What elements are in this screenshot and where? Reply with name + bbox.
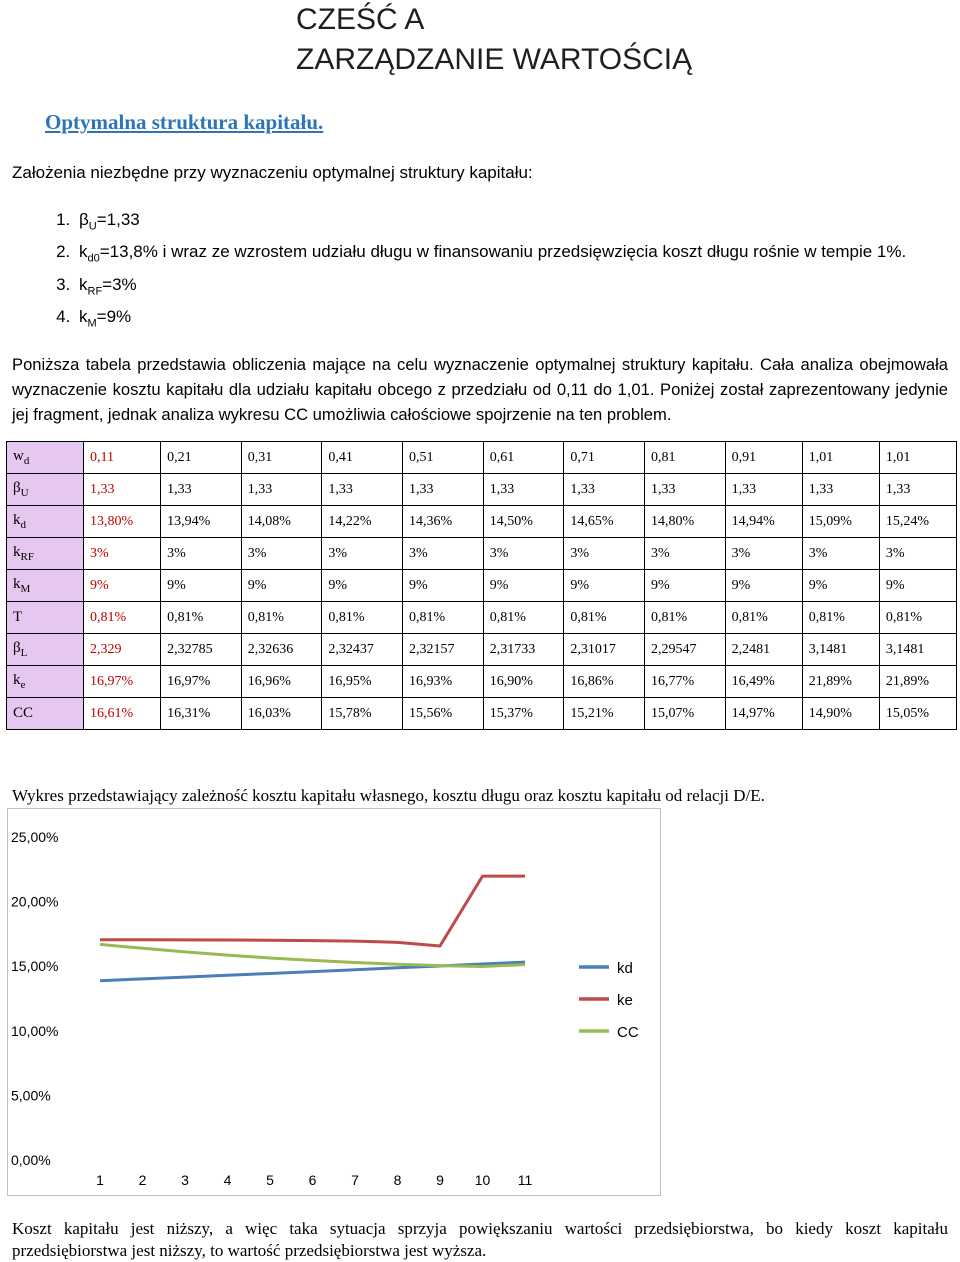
- series-line-ke: [100, 876, 525, 946]
- table-cell: 3%: [645, 538, 726, 570]
- table-cell: 3%: [725, 538, 802, 570]
- row-header: $k_M$: [7, 570, 84, 602]
- table-cell: 0,81%: [241, 602, 322, 634]
- x-tick-label: 11: [517, 1172, 533, 1188]
- y-tick-label: 5,00%: [11, 1087, 51, 1104]
- table-cell: 14,22%: [322, 506, 403, 538]
- table-cell: 9%: [564, 570, 645, 602]
- table-cell: 2,29547: [645, 634, 726, 666]
- row-header: $k_{RF}$: [7, 538, 84, 570]
- assumptions-intro: Założenia niezbędne przy wyznaczeniu optymalnej struktury kapitału:: [12, 163, 533, 182]
- y-tick-label: 15,00%: [11, 958, 59, 975]
- table-cell: 14,50%: [483, 506, 564, 538]
- list-item: 4. $k_M=9\%$: [75, 304, 955, 336]
- table-row: [7, 506, 957, 538]
- table-cell: 14,90%: [802, 698, 879, 730]
- table-cell: 15,78%: [322, 698, 403, 730]
- table-cell: 0,71: [564, 442, 645, 474]
- table-cell: 14,94%: [725, 506, 802, 538]
- calculation-table: [6, 441, 957, 730]
- table-row: [7, 474, 957, 506]
- chart-intro: Wykres przedstawiający zależność kosztu kapitału własnego, kosztu długu oraz kosztu kapitału od relacji D/E.: [12, 786, 765, 805]
- table-cell: 0,61: [483, 442, 564, 474]
- table-cell: 0,81%: [645, 602, 726, 634]
- x-tick-label: 1: [96, 1172, 104, 1188]
- table-cell: 0,81%: [84, 602, 161, 634]
- table-cell: 1,33: [725, 474, 802, 506]
- table-cell: 21,89%: [879, 666, 956, 698]
- table-cell: 2,32785: [161, 634, 242, 666]
- table-cell: 3%: [241, 538, 322, 570]
- table-cell: 14,08%: [241, 506, 322, 538]
- table-cell: 15,07%: [645, 698, 726, 730]
- table-cell: 3,1481: [879, 634, 956, 666]
- x-tick-label: 10: [474, 1172, 491, 1188]
- table-cell: 16,97%: [84, 666, 161, 698]
- legend-label-ke: ke: [617, 992, 633, 1009]
- table-cell: 16,90%: [483, 666, 564, 698]
- table-cell: 1,33: [564, 474, 645, 506]
- assumptions-list: [12, 207, 955, 337]
- y-tick-label: 20,00%: [11, 893, 59, 910]
- list-item: 2. $k_{d0}=13,8\%$ i wraz ze wzrostem udziału długu w finansowaniu przedsięwzięcia koszt długu rośnie w tempie 1%.: [75, 239, 955, 271]
- table-cell: 21,89%: [802, 666, 879, 698]
- table-cell: 0,81%: [802, 602, 879, 634]
- table-cell: 15,09%: [802, 506, 879, 538]
- table-cell: 0,81%: [161, 602, 242, 634]
- table-cell: 2,32157: [403, 634, 484, 666]
- table-cell: 0,81%: [879, 602, 956, 634]
- table-cell: 3%: [84, 538, 161, 570]
- table-cell: 16,03%: [241, 698, 322, 730]
- table-cell: 1,33: [161, 474, 242, 506]
- table-cell: 16,61%: [84, 698, 161, 730]
- table-cell: 16,49%: [725, 666, 802, 698]
- table-row: [7, 538, 957, 570]
- table-row: [7, 442, 957, 474]
- table-cell: 14,97%: [725, 698, 802, 730]
- table-cell: 9%: [645, 570, 726, 602]
- table-row: [7, 666, 957, 698]
- table-row: [7, 698, 957, 730]
- y-tick-label: 25,00%: [11, 829, 59, 845]
- table-cell: 1,01: [879, 442, 956, 474]
- table-cell: 9%: [725, 570, 802, 602]
- legend-label-CC: CC: [617, 1024, 639, 1041]
- table-cell: 9%: [84, 570, 161, 602]
- table-cell: 1,33: [483, 474, 564, 506]
- page-title: [296, 0, 692, 80]
- table-cell: 3%: [322, 538, 403, 570]
- table-cell: 9%: [403, 570, 484, 602]
- table-cell: 2,31733: [483, 634, 564, 666]
- table-cell: 2,31017: [564, 634, 645, 666]
- table-cell: 3%: [483, 538, 564, 570]
- table-cell: 15,56%: [403, 698, 484, 730]
- y-tick-label: 10,00%: [11, 1022, 59, 1039]
- line-chart: [7, 808, 661, 1196]
- conclusion-paragraph: Koszt kapitału jest niższy, a więc taka sytuacja sprzyja powiększaniu wartości przedsiębiorstwa, bo kiedy koszt kapitału przedsiębiorstwa jest niższy, to wartość przedsiębiorstwa jest wyższa.: [12, 1219, 948, 1260]
- x-tick-label: 9: [436, 1172, 444, 1188]
- table-cell: 3%: [879, 538, 956, 570]
- x-tick-label: 4: [223, 1172, 232, 1188]
- table-cell: 9%: [241, 570, 322, 602]
- table-cell: 16,86%: [564, 666, 645, 698]
- table-cell: 15,21%: [564, 698, 645, 730]
- table-cell: 9%: [879, 570, 956, 602]
- table-cell: 1,33: [879, 474, 956, 506]
- table-cell: 16,97%: [161, 666, 242, 698]
- table-cell: 13,94%: [161, 506, 242, 538]
- table-cell: 15,37%: [483, 698, 564, 730]
- table-cell: 14,80%: [645, 506, 726, 538]
- table-cell: 16,77%: [645, 666, 726, 698]
- table-cell: 9%: [802, 570, 879, 602]
- table-row: [7, 602, 957, 634]
- row-header: $w_d$: [7, 442, 84, 474]
- table-cell: 14,65%: [564, 506, 645, 538]
- y-tick-label: 0,00%: [11, 1152, 51, 1168]
- table-cell: 3%: [403, 538, 484, 570]
- table-cell: 3%: [564, 538, 645, 570]
- row-header: $\beta_U$: [7, 474, 84, 506]
- table-cell: 0,81%: [725, 602, 802, 634]
- row-header: T: [7, 602, 84, 634]
- table-cell: 15,24%: [879, 506, 956, 538]
- series-line-CC: [100, 944, 525, 966]
- table-cell: 0,81%: [564, 602, 645, 634]
- title-line-2: ZARZĄDZANIE WARTOŚCIĄ: [296, 43, 693, 76]
- x-tick-label: 6: [308, 1172, 317, 1188]
- table-cell: 2,32636: [241, 634, 322, 666]
- table-cell: 1,33: [241, 474, 322, 506]
- legend-label-kd: kd: [617, 960, 633, 977]
- table-cell: 0,81%: [483, 602, 564, 634]
- table-row: [7, 570, 957, 602]
- table-cell: 0,11: [84, 442, 161, 474]
- table-cell: 1,01: [802, 442, 879, 474]
- description-paragraph: Poniższa tabela przedstawia obliczenia mające na celu wyznaczenie optymalnej struktury kapitału. Cała analiza obejmowała wyznaczenie kosztu kapitału dla udziału kapitału obcego z przedziału od 0,11 do 1,01. Poniżej został zaprezentowany jedynie jej fragment, jednak analiza wykresu CC umożliwia całościowe spojrzenie na ten problem.: [12, 355, 948, 424]
- row-header: $k_d$: [7, 506, 84, 538]
- list-item: 3. $k_{RF}=3\%$: [75, 272, 955, 304]
- table-cell: 9%: [161, 570, 242, 602]
- table-cell: 0,81: [645, 442, 726, 474]
- table-cell: 16,31%: [161, 698, 242, 730]
- row-header: CC: [7, 698, 84, 730]
- table-cell: 1,33: [84, 474, 161, 506]
- table-cell: 2,32437: [322, 634, 403, 666]
- table-row: [7, 634, 957, 666]
- table-cell: 0,21: [161, 442, 242, 474]
- x-tick-label: 7: [351, 1172, 359, 1188]
- row-header: $k_e$: [7, 666, 84, 698]
- table-cell: 0,91: [725, 442, 802, 474]
- table-cell: 0,31: [241, 442, 322, 474]
- title-line-1: CZEŚĆ A: [296, 3, 425, 36]
- table-cell: 13,80%: [84, 506, 161, 538]
- table-cell: 16,95%: [322, 666, 403, 698]
- x-tick-label: 2: [138, 1172, 147, 1188]
- table-cell: 9%: [483, 570, 564, 602]
- table-cell: 0,81%: [403, 602, 484, 634]
- table-cell: 3%: [161, 538, 242, 570]
- table-cell: 14,36%: [403, 506, 484, 538]
- table-cell: 1,33: [322, 474, 403, 506]
- x-tick-label: 8: [393, 1172, 402, 1188]
- table-cell: 1,33: [645, 474, 726, 506]
- x-tick-label: 5: [266, 1172, 274, 1188]
- row-header: $\beta_L$: [7, 634, 84, 666]
- table-cell: 16,96%: [241, 666, 322, 698]
- table-cell: 2,2481: [725, 634, 802, 666]
- table-cell: 2,329: [84, 634, 161, 666]
- table-cell: 0,41: [322, 442, 403, 474]
- table-cell: 0,81%: [322, 602, 403, 634]
- table-cell: 0,51: [403, 442, 484, 474]
- table-cell: 9%: [322, 570, 403, 602]
- table-cell: 3,1481: [802, 634, 879, 666]
- x-tick-label: 3: [181, 1172, 189, 1188]
- table-cell: 1,33: [802, 474, 879, 506]
- list-item: 1. $\beta_U=1,33$: [75, 207, 955, 239]
- table-cell: 16,93%: [403, 666, 484, 698]
- table-cell: 15,05%: [879, 698, 956, 730]
- table-cell: 3%: [802, 538, 879, 570]
- section-heading-link[interactable]: Optymalna struktura kapitału.: [45, 110, 324, 134]
- table-cell: 1,33: [403, 474, 484, 506]
